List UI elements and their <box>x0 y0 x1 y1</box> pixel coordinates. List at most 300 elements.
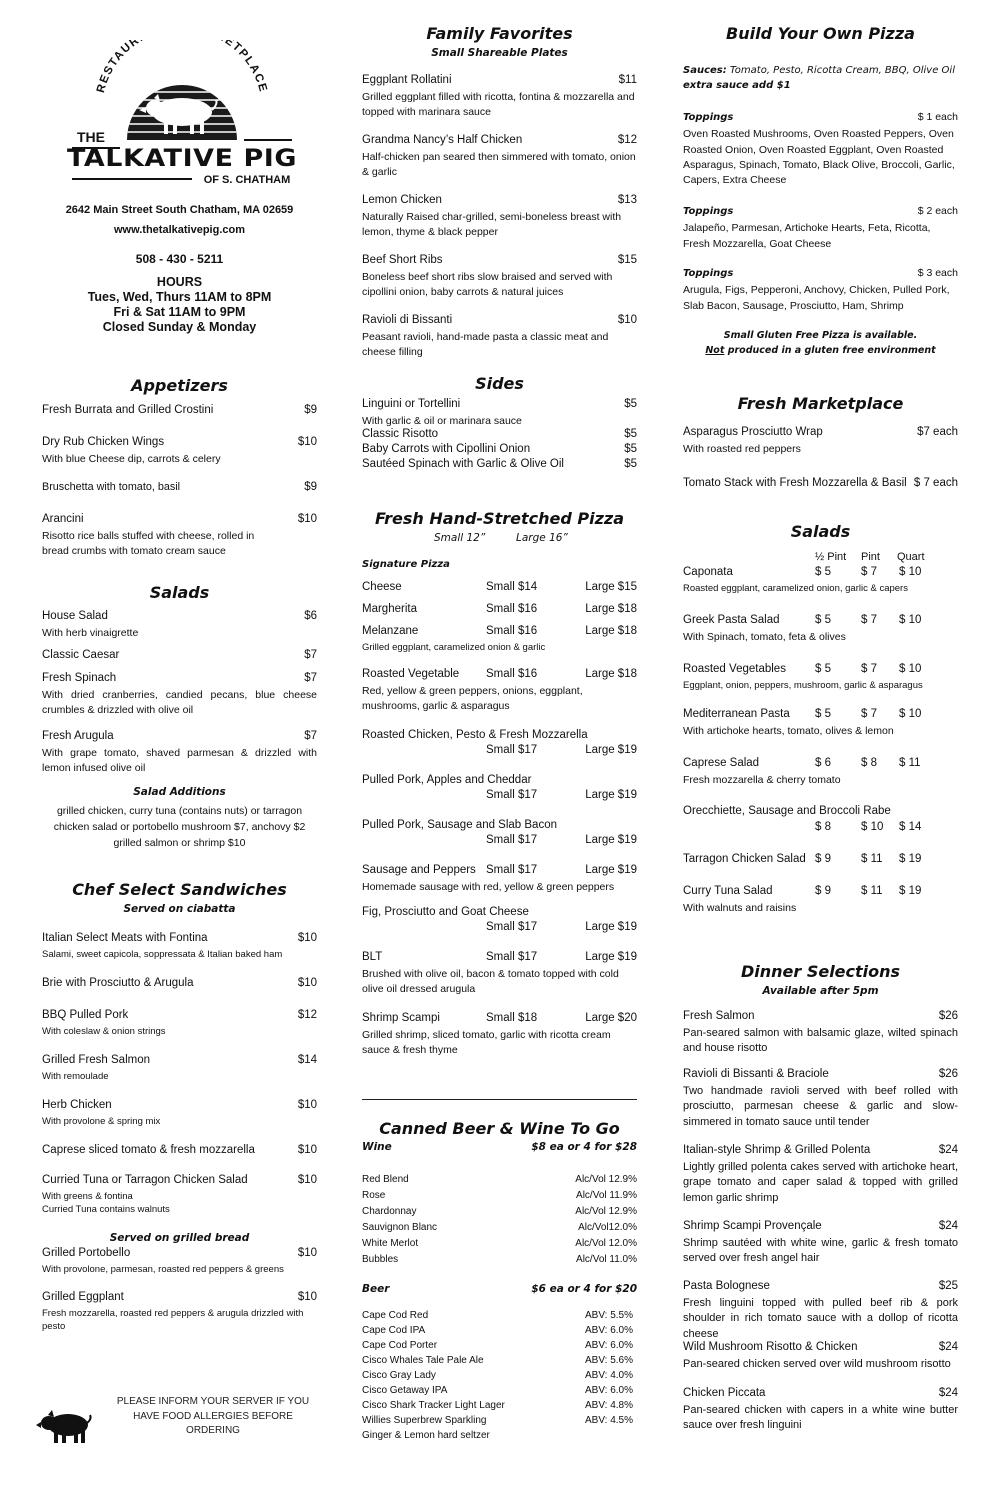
menu-item <box>362 73 637 133</box>
price-small: Small $16 <box>486 668 538 681</box>
beer-abv: ABV: 6.0% <box>585 1385 633 1397</box>
menu-item <box>362 457 637 472</box>
wine-item <box>362 1221 637 1237</box>
price-quart: $ 10 <box>899 663 922 676</box>
toppings-group <box>683 266 958 326</box>
pizza-row <box>362 1011 637 1026</box>
wine-name: Bubbles <box>362 1254 399 1266</box>
item-price: $24 <box>938 1340 958 1353</box>
wine-header <box>362 1140 637 1173</box>
price-quart: $ 14 <box>899 821 922 834</box>
deli-salad-list <box>683 565 958 924</box>
item-description: Grilled eggplant filled with ricotta, fontina & mozzarella and topped with marinara sauce <box>362 90 635 118</box>
item-price: $13 <box>617 193 637 206</box>
menu-item <box>42 729 317 785</box>
price-small: Small $14 <box>486 581 538 594</box>
item-price: $10 <box>297 436 317 449</box>
beer-abv: ABV: 4.8% <box>585 1400 633 1412</box>
item-price: $10 <box>297 1098 317 1111</box>
section-title: Appetizers <box>131 376 228 395</box>
item-price: $10 <box>297 976 317 989</box>
item-description: Pan-seared salmon with balsamic glaze, wilted spinach and house risotto <box>683 1026 958 1055</box>
item-description: Pan-seared chicken served over wild mushroom risotto <box>683 1357 951 1370</box>
pizza-name: BLT <box>362 951 383 964</box>
item-price: $12 <box>617 133 637 146</box>
item-description: With coleslaw & onion strings <box>42 1025 166 1037</box>
price-pint: $ 10 <box>861 821 884 834</box>
price-half-pint: $ 9 <box>815 853 831 866</box>
item-name: Brie with Prosciutto & Arugula <box>42 976 194 989</box>
pizza-row <box>362 905 637 920</box>
price-large: Large $19 <box>585 789 637 802</box>
item-description: Fresh mozzarella, roasted red peppers & arugula drizzled with pesto <box>42 1307 304 1333</box>
price-pint: $ 7 <box>861 708 877 721</box>
phone-number[interactable]: 508 - 430 - 5211 <box>135 252 224 266</box>
beer-label: Beer <box>362 1283 390 1296</box>
item-price: $10 <box>297 513 317 526</box>
item-name: Tomato Stack with Fresh Mozzarella & Basil <box>683 477 907 490</box>
item-name: Fresh Salmon <box>683 1009 755 1022</box>
hours-line: Fri & Sat 11AM to 9PM <box>113 305 246 319</box>
price-pint: $ 8 <box>861 757 877 770</box>
item-description: With garlic & oil or marinara sauce <box>362 415 522 428</box>
pizza-row <box>362 624 637 639</box>
price-half-pint: $ 5 <box>815 566 831 579</box>
item-price: $7 <box>304 672 317 685</box>
pizza-section <box>362 509 637 1057</box>
gf-line-2: produced in a gluten free environment <box>727 345 936 357</box>
price-pint: $ 7 <box>861 663 877 676</box>
item-name: Grilled Eggplant <box>42 1290 124 1303</box>
item-price: $5 <box>624 398 637 411</box>
pizza-sizes <box>362 528 637 558</box>
item-name: BBQ Pulled Pork <box>42 1008 129 1021</box>
signature-pizza-label: Signature Pizza <box>362 559 450 571</box>
item-name: Beef Short Ribs <box>362 253 443 266</box>
pizza-row <box>362 667 637 682</box>
menu-item <box>362 442 637 457</box>
pizza-name: Roasted Vegetable <box>362 668 460 681</box>
price-half-pint: $ 8 <box>815 821 831 834</box>
beer-name: Cape Cod Porter <box>362 1340 438 1352</box>
item-description: With dried cranberries, candied pecans, blue cheese crumbles & drizzled with olive oil <box>42 689 317 717</box>
pizza-name: Shrimp Scampi <box>362 1012 440 1025</box>
dinner-item <box>683 1279 958 1340</box>
pizza-item <box>362 728 637 773</box>
pizza-description: Red, yellow & green peppers, onions, eggplant, mushrooms, garlic & asparagus <box>362 685 583 713</box>
section-subtitle: Served on ciabatta <box>123 903 236 916</box>
salad-name: Caprese Salad <box>683 757 760 770</box>
toppings-label: Toppings <box>683 112 734 124</box>
item-name: Grilled Portobello <box>42 1246 131 1259</box>
menu-item <box>42 512 317 559</box>
price-pint: $ 7 <box>861 614 877 627</box>
beer-name: Cisco Getaway IPA <box>362 1385 448 1397</box>
beer-item <box>362 1384 637 1399</box>
pizza-name: Sausage and Peppers <box>362 864 476 877</box>
item-name: Asparagus Prosciutto Wrap <box>683 426 823 439</box>
menu-item <box>42 671 317 729</box>
salad-row <box>683 884 958 900</box>
menu-item <box>362 397 637 427</box>
pizza-row <box>362 602 637 617</box>
salad-price-row <box>683 820 958 836</box>
item-name: Fresh Spinach <box>42 672 117 685</box>
section-title: Chef Select Sandwiches <box>72 880 287 899</box>
section-title: Fresh Marketplace <box>737 394 904 413</box>
price-large: Large $19 <box>585 921 637 934</box>
item-price: $10 <box>297 931 317 944</box>
item-price: $25 <box>938 1279 958 1292</box>
beer-item <box>362 1399 637 1414</box>
item-name: Ravioli di Bissanti & Braciole <box>683 1067 829 1080</box>
price-pint: $ 11 <box>861 853 883 866</box>
item-price: $24 <box>938 1219 958 1232</box>
salad-name: Orecchiette, Sausage and Broccoli Rabe <box>683 805 891 818</box>
item-name: Chicken Piccata <box>683 1386 766 1399</box>
price-small: Small $17 <box>486 864 538 877</box>
beer-abv: ABV: 5.6% <box>585 1355 633 1367</box>
beer-name: Cape Cod IPA <box>362 1325 426 1337</box>
price-small: Small $16 <box>486 625 538 638</box>
pizza-item <box>362 863 637 905</box>
item-name: Curried Tuna or Tarragon Chicken Salad <box>42 1173 248 1186</box>
wine-price: $8 ea or 4 for $28 <box>531 1141 637 1154</box>
item-price: $6 <box>304 610 317 623</box>
sauces-block <box>683 63 958 93</box>
pizza-name: Pulled Pork, Apples and Cheddar <box>362 774 532 787</box>
wine-item <box>362 1253 637 1269</box>
pizza-item <box>362 1011 637 1057</box>
pizza-item <box>362 667 637 728</box>
logo <box>42 40 317 190</box>
hours-line: Closed Sunday & Monday <box>102 320 257 334</box>
size-large: Large 16” <box>516 532 568 545</box>
deli-salad-item <box>683 884 958 924</box>
logo-sub: OF S. CHATHAM <box>203 174 291 186</box>
item-name: Sautéed Spinach with Garlic & Olive Oil <box>362 458 564 471</box>
dinner-item <box>683 1219 958 1279</box>
salad-name: Mediterranean Pasta <box>683 708 790 721</box>
wine-label: Wine <box>362 1141 392 1154</box>
salad-row <box>683 662 958 678</box>
section-subtitle: Small Shareable Plates <box>431 47 568 60</box>
beer-abv: ABV: 4.0% <box>585 1370 633 1382</box>
price-half-pint: $ 5 <box>815 663 831 676</box>
price-large: Large $19 <box>585 744 637 757</box>
col-quart: Quart <box>897 551 925 564</box>
item-description: Shrimp sautéed with white wine, garlic & fresh tomato served over fresh angel hair <box>683 1236 958 1265</box>
item-description: With herb vinaigrette <box>42 627 139 640</box>
wine-abv: Alc/Vol 12.9% <box>575 1206 637 1218</box>
item-price: $5 <box>624 458 637 471</box>
salad-row <box>683 804 958 820</box>
logo-arc-text: RESTAUR ETPLACE <box>94 40 270 95</box>
wine-item <box>362 1173 637 1189</box>
item-price: $ 7 each <box>913 477 958 490</box>
menu-item <box>42 1098 317 1143</box>
price-large: Large $19 <box>585 864 637 877</box>
beer-item <box>362 1429 637 1444</box>
item-price: $26 <box>938 1009 958 1022</box>
toppings-text: Arugula, Figs, Pepperoni, Anchovy, Chicken, Pulled Pork, Slab Bacon, Sausage, Prosciutto, Ham, Shrimp <box>683 284 950 312</box>
price-quart: $ 19 <box>899 853 922 866</box>
beer-abv: ABV: 4.5% <box>585 1415 633 1427</box>
item-name: Baby Carrots with Cipollini Onion <box>362 443 531 456</box>
price-half-pint: $ 5 <box>815 708 831 721</box>
salad-row <box>683 613 958 629</box>
item-name: Italian-style Shrimp & Grilled Polenta <box>683 1143 871 1156</box>
menu-item <box>362 133 637 193</box>
allergy-text: PLEASE INFORM YOUR SERVER IF YOU HAVE FOOD ALLERGIES BEFORE ORDERING <box>116 1396 310 1436</box>
restaurant-info <box>42 203 317 335</box>
item-name: Linguini or Tortellini <box>362 398 461 411</box>
deli-salad-item <box>683 852 958 884</box>
menu-item <box>362 193 637 253</box>
beer-item <box>362 1414 637 1429</box>
beer-abv: ABV: 6.0% <box>585 1325 633 1337</box>
price-quart: $ 10 <box>899 566 922 579</box>
pizza-name: Margherita <box>362 603 417 616</box>
beer-name: Willies Superbrew Sparkling <box>362 1415 487 1427</box>
pizza-name: Melanzane <box>362 625 419 638</box>
item-description: Half-chicken pan seared then simmered with tomato, onion & garlic <box>362 150 636 178</box>
marketplace-section <box>683 394 958 492</box>
deli-salad-item <box>683 613 958 662</box>
salad-description: Eggplant, onion, peppers, mushroom, garlic & asparagus <box>683 680 923 692</box>
item-name: Caprese sliced tomato & fresh mozzarella <box>42 1143 255 1156</box>
item-price: $10 <box>297 1143 317 1156</box>
item-name: Classic Caesar <box>42 649 120 662</box>
item-description: Peasant ravioli, hand-made pasta a classic meat and cheese filling <box>362 330 609 358</box>
pizza-item <box>362 773 637 818</box>
appetizers-section <box>42 376 317 559</box>
pizza-item <box>362 580 637 602</box>
item-description: Risotto rice balls stuffed with cheese, rolled in bread crumbs with tomato cream sauce <box>42 530 255 558</box>
deli-salad-item <box>683 662 958 707</box>
item-price: $9 <box>304 481 317 494</box>
beer-item <box>362 1324 637 1339</box>
beer-item <box>362 1354 637 1369</box>
price-small: Small $17 <box>486 921 538 934</box>
item-name: Wild Mushroom Risotto & Chicken <box>683 1340 858 1353</box>
menu-item <box>42 1143 317 1173</box>
section-title: Canned Beer & Wine To Go <box>379 1119 620 1138</box>
beer-name: Cisco Whales Tale Pale Ale <box>362 1355 484 1367</box>
item-description: Salami, sweet capicola, soppressata & Italian baked ham <box>42 948 283 960</box>
salad-name: Curry Tuna Salad <box>683 885 773 898</box>
item-price: $10 <box>297 1290 317 1303</box>
menu-item <box>362 313 637 360</box>
col-half-pint: ½ Pint <box>815 551 847 564</box>
dinner-item <box>683 1340 958 1386</box>
beer-name: Cape Cod Red <box>362 1310 429 1322</box>
pizza-item <box>362 602 637 624</box>
menu-item <box>362 253 637 313</box>
item-description: With grape tomato, shaved parmesan & drizzled with lemon infused olive oil <box>42 747 317 775</box>
item-price: $10 <box>297 1246 317 1259</box>
price-quart: $ 10 <box>899 708 922 721</box>
price-small: Small $17 <box>486 744 538 757</box>
item-name: Bruschetta with tomato, basil <box>42 481 181 494</box>
wine-name: White Merlot <box>362 1238 419 1250</box>
pizza-row <box>362 580 637 595</box>
item-description: With provolone & spring mix <box>42 1115 161 1127</box>
menu-item <box>42 931 317 976</box>
gluten-free-note <box>683 328 958 358</box>
item-price: $10 <box>617 313 637 326</box>
item-price: $14 <box>297 1053 317 1066</box>
wine-name: Chardonnay <box>362 1206 417 1218</box>
extra-sauce: extra sauce add $1 <box>683 80 791 92</box>
price-large: Large $15 <box>585 581 637 594</box>
wine-list <box>362 1173 637 1269</box>
item-price: $11 <box>618 73 637 86</box>
item-name: Classic Risotto <box>362 428 439 441</box>
item-price: $10 <box>297 1173 317 1186</box>
menu-item <box>42 403 317 435</box>
item-name: Pasta Bolognese <box>683 1279 770 1292</box>
item-name: Lemon Chicken <box>362 193 442 206</box>
menu-item <box>42 1246 317 1290</box>
beer-name: Ginger & Lemon hard seltzer <box>362 1430 490 1442</box>
item-name: Shrimp Scampi Provençale <box>683 1219 822 1232</box>
price-quart: $ 10 <box>899 614 922 627</box>
toppings-group <box>683 110 958 204</box>
item-name: Eggplant Rollatini <box>362 73 452 86</box>
dinner-item <box>683 1386 958 1436</box>
size-small: Small 12” <box>434 532 486 545</box>
pizza-item <box>362 624 637 667</box>
toppings-price: $ 3 each <box>917 267 958 280</box>
item-name: Grilled Fresh Salmon <box>42 1053 151 1066</box>
toppings-text: Jalapeño, Parmesan, Artichoke Hearts, Feta, Ricotta, Fresh Mozzarella, Goat Cheese <box>683 222 931 250</box>
item-description: Naturally Raised char-grilled, semi-boneless breast with lemon, thyme & black pepper <box>362 210 622 238</box>
wine-item <box>362 1205 637 1221</box>
price-large: Large $18 <box>585 625 637 638</box>
deli-salads-section <box>683 522 958 924</box>
item-description: With roasted red peppers <box>683 443 801 456</box>
menu-item <box>683 425 958 476</box>
section-title: Fresh Hand-Stretched Pizza <box>374 509 624 528</box>
pizza-row <box>362 950 637 965</box>
item-name: Arancini <box>42 513 84 526</box>
pizza-price-row <box>362 788 637 803</box>
logo-name: TALKATIVE PIG <box>67 144 297 172</box>
dinner-item <box>683 1009 958 1067</box>
dinner-item <box>683 1067 958 1143</box>
beer-header <box>362 1282 637 1309</box>
salad-additions-text: grilled chicken, curry tuna (contains nuts) or tarragon chicken salad or portobello mushroom $7, anchovy $2 grilled salmon or shrimp $10 <box>53 804 306 850</box>
wine-abv: Alc/Vol 11.9% <box>576 1190 637 1202</box>
family-favorites-section <box>362 24 637 360</box>
item-description: Fresh linguini topped with pulled beef rib & pork shoulder in rich tomato sauce with a dollop of ricotta cheese <box>683 1296 958 1340</box>
pig-icon <box>36 1403 94 1449</box>
pizza-row <box>362 818 637 833</box>
wine-item <box>362 1237 637 1253</box>
pizza-price-row <box>362 743 637 758</box>
item-price: $15 <box>617 253 637 266</box>
salad-description: Fresh mozzarella & cherry tomato <box>683 774 841 787</box>
beer-price: $6 ea or 4 for $20 <box>531 1283 637 1296</box>
website-link[interactable]: www.thetalkativepig.com <box>113 224 245 236</box>
item-price: $7 <box>304 649 317 662</box>
talkative-pig-logo <box>42 40 317 190</box>
item-description: Lightly grilled polenta cakes served with artichoke heart, grape tomato and caper salad & topped with grilled lemon garlic shrimp <box>683 1160 958 1204</box>
pizza-row <box>362 863 637 878</box>
wine-name: Sauvignon Blanc <box>362 1222 438 1234</box>
beer-name: Cisco Shark Tracker Light Lager <box>362 1400 505 1412</box>
toppings-list <box>683 110 958 326</box>
salad-name: Caponata <box>683 566 733 579</box>
item-price: $24 <box>938 1386 958 1399</box>
section-subtitle: Available after 5pm <box>762 985 879 998</box>
item-price: $24 <box>938 1143 958 1156</box>
salad-name: Roasted Vegetables <box>683 663 786 676</box>
wine-abv: Alc/Vol 11.0% <box>576 1254 637 1266</box>
hours-line: Tues, Wed, Thurs 11AM to 8PM <box>87 290 272 304</box>
salad-additions-title: Salad Additions <box>133 786 226 799</box>
menu-item <box>42 480 317 512</box>
section-title: Dinner Selections <box>740 962 901 981</box>
price-pint: $ 11 <box>861 885 883 898</box>
beverages-section <box>362 1119 637 1444</box>
toppings-label: Toppings <box>683 268 734 280</box>
price-half-pint: $ 9 <box>815 885 831 898</box>
pizza-name: Fig, Prosciutto and Goat Cheese <box>362 906 529 919</box>
item-note: Curried Tuna contains walnuts <box>42 1203 170 1215</box>
deli-salad-item <box>683 804 958 852</box>
wine-abv: Alc/Vol 12.0% <box>575 1238 637 1250</box>
price-quart: $ 11 <box>899 757 921 770</box>
item-price: $7 <box>304 730 317 743</box>
sauces-list: Tomato, Pesto, Ricotta Cream, BBQ, Olive Oil <box>729 65 955 77</box>
item-name: Italian Select Meats with Fontina <box>42 931 208 944</box>
build-your-own-pizza-section <box>683 24 958 359</box>
item-name: Dry Rub Chicken Wings <box>42 436 165 449</box>
salad-name: Tarragon Chicken Salad <box>683 853 806 866</box>
item-name: House Salad <box>42 610 108 623</box>
salad-row <box>683 756 958 772</box>
pizza-name: Roasted Chicken, Pesto & Fresh Mozzarella <box>362 729 588 742</box>
item-price: $7 each <box>917 426 958 439</box>
item-price: $5 <box>624 428 637 441</box>
deli-salad-item <box>683 756 958 804</box>
menu-item <box>42 1290 317 1334</box>
beer-item <box>362 1369 637 1384</box>
salads-section <box>42 583 317 851</box>
price-large: Large $19 <box>585 951 637 964</box>
item-name: Fresh Arugula <box>42 730 114 743</box>
beer-item <box>362 1309 637 1324</box>
wine-item <box>362 1189 637 1205</box>
pizza-description: Brushed with olive oil, bacon & tomato topped with cold olive oil dressed arugula <box>362 968 619 996</box>
pizza-name: Pulled Pork, Sausage and Slab Bacon <box>362 819 557 832</box>
price-large: Large $18 <box>585 668 637 681</box>
pizza-price-row <box>362 920 637 935</box>
pizza-item <box>362 950 637 1011</box>
toppings-text: Oven Roasted Mushrooms, Oven Roasted Peppers, Oven Roasted Onion, Oven Roasted Eggplant, Oven Roasted Asparagus, Spinach, Tomato, Black Olive, Broccoli, Garlic, Capers, Extra Cheese <box>683 128 955 187</box>
wine-abv: Alc/Vol12.0% <box>578 1222 637 1234</box>
sides-section <box>362 374 637 472</box>
section-title: Build Your Own Pizza <box>726 24 915 43</box>
salad-description: With Spinach, tomato, feta & olives <box>683 631 846 644</box>
dinner-section <box>683 962 958 1436</box>
item-name: Grandma Nancy’s Half Chicken <box>362 133 523 146</box>
pizza-row <box>362 728 637 743</box>
price-small: Small $18 <box>486 1012 538 1025</box>
gf-not: Not <box>705 345 725 357</box>
